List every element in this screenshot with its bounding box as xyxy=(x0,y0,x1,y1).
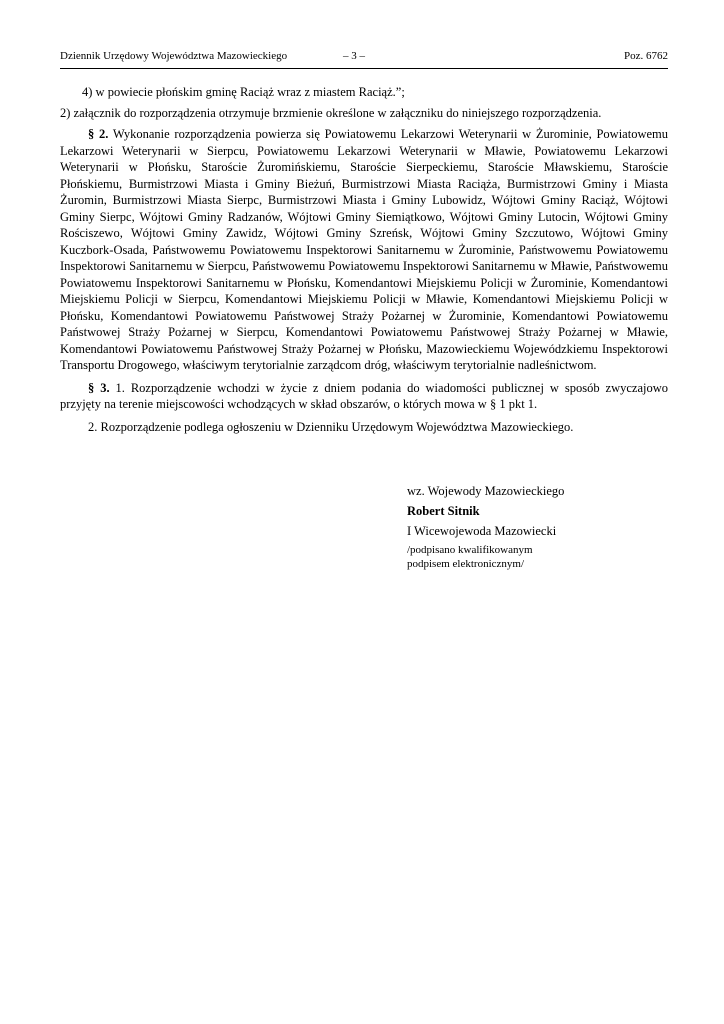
paragraph-3-point-2: 2. Rozporządzenie podlega ogłoszeniu w Dzienniku Urzędowym Województwa Mazowieckiego. xyxy=(88,419,574,434)
list-item-4: 4) w powiecie płońskim gminę Raciąż wraz z miastem Raciąż.”; xyxy=(82,85,405,99)
signatory-name: Robert Sitnik xyxy=(407,504,480,518)
signature-block xyxy=(407,481,667,571)
document-page xyxy=(60,0,668,1024)
signature-note-line-1: /podpisano kwalifikowanym xyxy=(407,544,533,556)
paragraph-2 xyxy=(60,126,668,374)
signature-on-behalf: wz. Wojewody Mazowieckiego xyxy=(407,484,565,498)
paragraph-3-mark: § 3. xyxy=(88,380,110,395)
paragraph-3 xyxy=(60,380,668,413)
signature-note-line-2: podpisem elektronicznym/ xyxy=(407,557,524,570)
page-number: – 3 – xyxy=(343,50,365,62)
signatory-title: I Wicewojewoda Mazowiecki xyxy=(407,524,557,538)
paragraph-2-text: Wykonanie rozporządzenia powierza się Powiatowemu Lekarzowi Weterynarii w Żurominie, Powiatowemu Lekarzowi Weterynarii w Sierpcu, Powiatowemu Lekarzowi Weterynarii w Mławie, Powiatowemu Lekarzowi Weterynarii w Płońsku, Staroście Żuromińskiemu, Staroście Sierpeckiemu, Staroście Mławskiemu, Staroście Płońskiemu, Burmistrzowi Miasta i Gminy Bieżuń, Burmistrzowi Miasta Raciąża, Burmistrzowi Gminy i Miasta Żuromin, Burmistrzowi Miasta Sierpc, Burmistrzowi Miasta i Gminy Lubowidz, Wójtowi Gminy Raciąż, Wójtowi Gminy Sierpc, Wójtowi Gminy Radzanów, Wójtowi Gminy Siemiątkowo, Wójtowi Gminy Lutocin, Wójtowi Gminy Rościszewo, Wójtowi Gminy Zawidz, Wójtowi Gminy Szreńsk, Wójtowi Gminy Szczutowo, Wójtowi Gminy Kuczbork-Osada, Państwowemu Powiatowemu Inspektorowi Sanitarnemu w Żurominie, Państwowemu Powiatowemu Inspektorowi Sanitarnemu w Sierpcu, Państwowemu Powiatowemu Inspektorowi Sanitarnemu w Mławie, Państwowemu Powiatowemu Inspektorowi Sanitarnemu w Płońsku, Komendantowi Miejskiemu Policji w Żurominie, Komendantowi Miejskiemu Policji w Sierpcu, Komendantowi Miejskiemu Policji w Mławie, Komendantowi Miejskiemu Policji w Płońsku, Komendantowi Powiatowemu Państwowej Straży Pożarnej w Żurominie, Komendantowi Powiatowemu Państwowej Straży Pożarnej w Sierpcu, Komendantowi Powiatowemu Państwowej Straży Pożarnej w Mławie, Komendantowi Powiatowemu Państwowej Straży Pożarnej w Płońsku, Mazowieckiemu Wojewódzkiemu Inspektorowi Transportu Drogowego, właściwym terytorialnie zarządcom dróg, właściwym terytorialnie nadleśnictwom. xyxy=(60,127,669,372)
journal-title: Dziennik Urzędowy Województwa Mazowieckiego xyxy=(60,50,288,62)
paragraph-3-text: 1. Rozporządzenie wchodzi w życie z dniem podania do wiadomości publicznej w sposób zwyczajowo przyjęty na terenie miejscowości wchodzących w skład obszarów, o których mowa w § 1 pkt 1. xyxy=(60,380,669,411)
paragraph-2-mark: § 2. xyxy=(88,127,109,141)
page-header xyxy=(60,50,668,69)
position-number: Poz. 6762 xyxy=(624,50,668,62)
document-body xyxy=(60,84,668,441)
list-item-2: 2) załącznik do rozporządzenia otrzymuje brzmienie określone w załączniku do niniejszego rozporządzenia. xyxy=(60,105,602,120)
signature-note xyxy=(407,544,667,571)
